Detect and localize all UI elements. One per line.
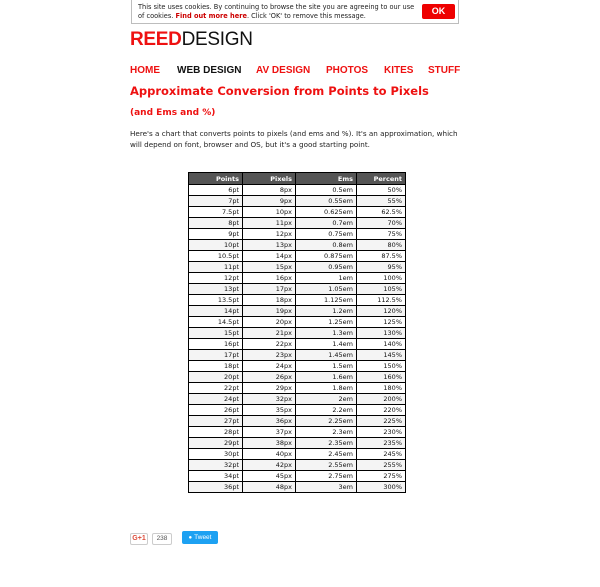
table-row [189, 273, 406, 284]
cell-points: 15pt [189, 328, 243, 339]
cell-points: 17pt [189, 350, 243, 361]
cell-percent: 112.5% [357, 295, 406, 306]
table-row [189, 207, 406, 218]
table-row [189, 416, 406, 427]
column-header-pixels: Pixels [243, 173, 296, 185]
tweet-button[interactable] [182, 531, 218, 544]
cell-pixels: 19px [243, 306, 296, 317]
site-logo[interactable] [130, 29, 253, 51]
cell-points: 13.5pt [189, 295, 243, 306]
cell-pixels: 38px [243, 438, 296, 449]
cookie-banner [131, 0, 459, 24]
nav-item-av-design[interactable]: AV DESIGN [256, 65, 311, 76]
cell-percent: 87.5% [357, 251, 406, 262]
cell-percent: 50% [357, 185, 406, 196]
table-row [189, 372, 406, 383]
cell-ems: 1.25em [296, 317, 357, 328]
cell-ems: 2.3em [296, 427, 357, 438]
cell-points: 6pt [189, 185, 243, 196]
cell-percent: 130% [357, 328, 406, 339]
table-row [189, 284, 406, 295]
cell-percent: 105% [357, 284, 406, 295]
cell-pixels: 26px [243, 372, 296, 383]
cell-percent: 200% [357, 394, 406, 405]
cell-ems: 1.3em [296, 328, 357, 339]
tweet-label: Tweet [194, 534, 212, 541]
cell-pixels: 35px [243, 405, 296, 416]
cell-points: 7pt [189, 196, 243, 207]
table-row [189, 317, 406, 328]
cell-points: 7.5pt [189, 207, 243, 218]
cell-pixels: 11px [243, 218, 296, 229]
cell-percent: 220% [357, 405, 406, 416]
gplus-count: 238 [152, 533, 172, 545]
cell-percent: 62.5% [357, 207, 406, 218]
cell-ems: 1.05em [296, 284, 357, 295]
cell-points: 29pt [189, 438, 243, 449]
cell-ems: 2em [296, 394, 357, 405]
cell-points: 18pt [189, 361, 243, 372]
nav-item-home[interactable]: HOME [130, 65, 160, 76]
cell-ems: 1.125em [296, 295, 357, 306]
cell-percent: 235% [357, 438, 406, 449]
cell-percent: 160% [357, 372, 406, 383]
cell-percent: 95% [357, 262, 406, 273]
twitter-bird-icon: ● [188, 535, 193, 541]
table-row [189, 306, 406, 317]
cookie-text-after: . Click 'OK' to remove this message. [246, 11, 366, 20]
nav-item-stuff[interactable]: STUFF [428, 65, 461, 76]
cell-pixels: 23px [243, 350, 296, 361]
cell-percent: 300% [357, 482, 406, 493]
cookie-text-before: This site uses cookies. By continuing to browse the site you are agreeing to our use of cookies. [138, 3, 415, 20]
cell-points: 34pt [189, 471, 243, 482]
cell-percent: 140% [357, 339, 406, 350]
cell-ems: 2.2em [296, 405, 357, 416]
cell-percent: 255% [357, 460, 406, 471]
cell-pixels: 22px [243, 339, 296, 350]
table-row [189, 218, 406, 229]
cell-ems: 1.45em [296, 350, 357, 361]
cell-points: 13pt [189, 284, 243, 295]
cell-pixels: 12px [243, 229, 296, 240]
table-header-row [189, 173, 406, 185]
cell-pixels: 21px [243, 328, 296, 339]
cell-pixels: 17px [243, 284, 296, 295]
cell-points: 8pt [189, 218, 243, 229]
table-row [189, 405, 406, 416]
cell-percent: 125% [357, 317, 406, 328]
table-row [189, 251, 406, 262]
cell-percent: 100% [357, 273, 406, 284]
cell-percent: 275% [357, 471, 406, 482]
cell-ems: 2.45em [296, 449, 357, 460]
cell-percent: 225% [357, 416, 406, 427]
logo-reed: REED [130, 29, 182, 50]
logo-design: DESIGN [181, 29, 253, 50]
cell-points: 12pt [189, 273, 243, 284]
cell-ems: 0.875em [296, 251, 357, 262]
cell-ems: 2.55em [296, 460, 357, 471]
cell-pixels: 37px [243, 427, 296, 438]
cookie-ok-button[interactable]: OK [422, 4, 455, 19]
table-row [189, 350, 406, 361]
cell-ems: 2.35em [296, 438, 357, 449]
cell-points: 22pt [189, 383, 243, 394]
cell-pixels: 40px [243, 449, 296, 460]
table-row [189, 438, 406, 449]
cell-ems: 0.55em [296, 196, 357, 207]
main-nav [130, 65, 470, 77]
cell-pixels: 29px [243, 383, 296, 394]
table-row [189, 229, 406, 240]
table-row [189, 295, 406, 306]
cell-pixels: 9px [243, 196, 296, 207]
table-row [189, 240, 406, 251]
nav-item-photos[interactable]: PHOTOS [326, 65, 369, 76]
cell-ems: 2.75em [296, 471, 357, 482]
table-body [189, 185, 406, 493]
cell-percent: 230% [357, 427, 406, 438]
conversion-table [188, 172, 406, 493]
cell-points: 9pt [189, 229, 243, 240]
cell-ems: 0.5em [296, 185, 357, 196]
table-row [189, 196, 406, 207]
cell-points: 28pt [189, 427, 243, 438]
cell-ems: 1.5em [296, 361, 357, 372]
cell-points: 32pt [189, 460, 243, 471]
cell-points: 16pt [189, 339, 243, 350]
cell-ems: 1.6em [296, 372, 357, 383]
cell-pixels: 10px [243, 207, 296, 218]
cell-pixels: 15px [243, 262, 296, 273]
column-header-ems: Ems [296, 173, 357, 185]
table-row [189, 339, 406, 350]
cell-ems: 0.8em [296, 240, 357, 251]
table-row [189, 262, 406, 273]
cell-pixels: 18px [243, 295, 296, 306]
cell-points: 26pt [189, 405, 243, 416]
cell-percent: 120% [357, 306, 406, 317]
cell-ems: 3em [296, 482, 357, 493]
table-row [189, 185, 406, 196]
page-title: Approximate Conversion from Points to Pixels [130, 84, 429, 98]
gplus-button[interactable]: G+1 [130, 533, 148, 545]
cell-points: 27pt [189, 416, 243, 427]
cell-ems: 1.4em [296, 339, 357, 350]
cell-percent: 245% [357, 449, 406, 460]
cell-pixels: 14px [243, 251, 296, 262]
cell-percent: 75% [357, 229, 406, 240]
cell-points: 14.5pt [189, 317, 243, 328]
cell-pixels: 32px [243, 394, 296, 405]
nav-item-kites[interactable]: KITES [384, 65, 414, 76]
page-subtitle: (and Ems and %) [130, 108, 216, 118]
table-row [189, 460, 406, 471]
table-row [189, 394, 406, 405]
table-row [189, 383, 406, 394]
cell-pixels: 48px [243, 482, 296, 493]
nav-item-web-design[interactable]: WEB DESIGN [177, 65, 242, 76]
table-row [189, 427, 406, 438]
intro-paragraph: Here's a chart that converts points to pixels (and ems and %). It's an approximation, which will depend on font, browser and OS, but it's a good starting point. [130, 129, 458, 149]
cell-points: 24pt [189, 394, 243, 405]
cell-points: 20pt [189, 372, 243, 383]
cell-points: 36pt [189, 482, 243, 493]
cell-pixels: 24px [243, 361, 296, 372]
cell-pixels: 42px [243, 460, 296, 471]
table-row [189, 471, 406, 482]
cookie-message [138, 3, 416, 20]
cell-pixels: 13px [243, 240, 296, 251]
cell-pixels: 16px [243, 273, 296, 284]
cell-points: 10.5pt [189, 251, 243, 262]
column-header-percent: Percent [357, 173, 406, 185]
cell-ems: 1em [296, 273, 357, 284]
cell-points: 14pt [189, 306, 243, 317]
column-header-points: Points [189, 173, 243, 185]
table-row [189, 482, 406, 493]
cell-percent: 150% [357, 361, 406, 372]
cell-percent: 145% [357, 350, 406, 361]
cell-percent: 55% [357, 196, 406, 207]
cell-pixels: 8px [243, 185, 296, 196]
cell-points: 10pt [189, 240, 243, 251]
cell-ems: 1.2em [296, 306, 357, 317]
cell-percent: 180% [357, 383, 406, 394]
cell-points: 30pt [189, 449, 243, 460]
cell-percent: 80% [357, 240, 406, 251]
cell-ems: 2.25em [296, 416, 357, 427]
table-row [189, 361, 406, 372]
cell-ems: 0.7em [296, 218, 357, 229]
cell-ems: 0.95em [296, 262, 357, 273]
cell-pixels: 45px [243, 471, 296, 482]
table-row [189, 449, 406, 460]
cell-pixels: 36px [243, 416, 296, 427]
cell-ems: 0.625em [296, 207, 357, 218]
cell-pixels: 20px [243, 317, 296, 328]
cell-ems: 0.75em [296, 229, 357, 240]
cell-percent: 70% [357, 218, 406, 229]
table-row [189, 328, 406, 339]
cookie-more-link[interactable]: Find out more here [175, 11, 247, 20]
cell-points: 11pt [189, 262, 243, 273]
cell-ems: 1.8em [296, 383, 357, 394]
